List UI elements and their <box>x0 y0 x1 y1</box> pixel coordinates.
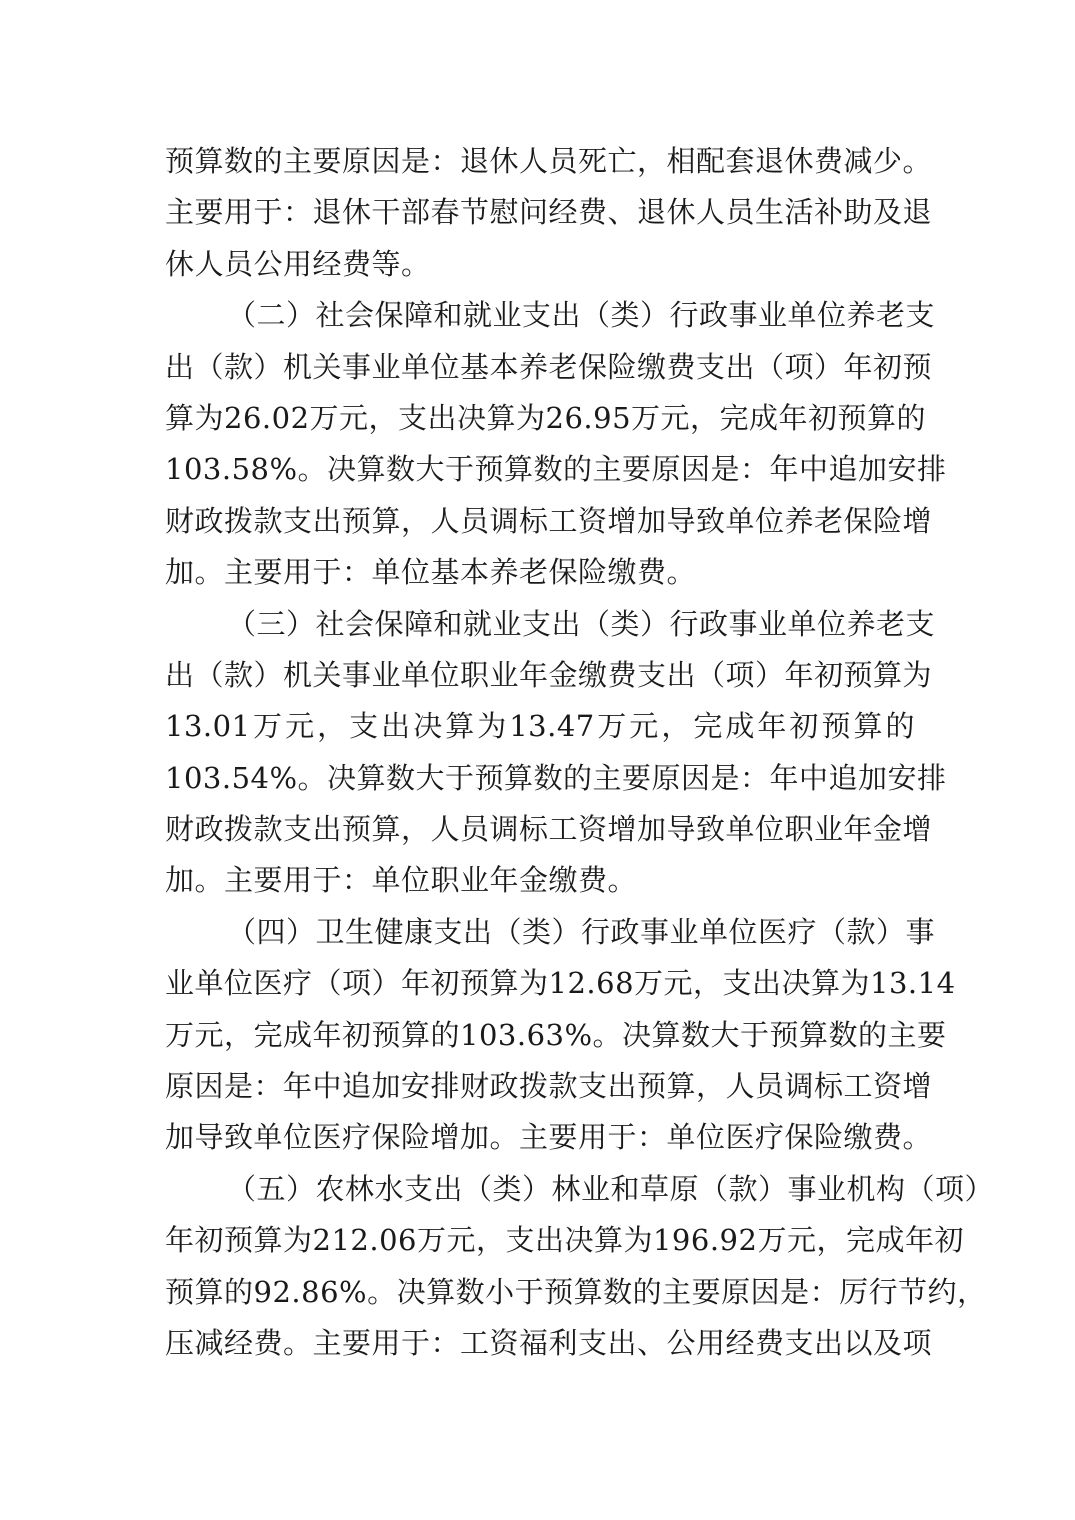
text-line: 休人员公用经费等。 <box>165 246 431 281</box>
text-line: 加导致单位医疗保险增加。主要用于：单位医疗保险缴费。 <box>165 1120 933 1155</box>
paragraph-retirement-continued <box>165 136 933 290</box>
text-line: 预算的92.86%。决算数小于预算数的主要原因是：厉行节约， <box>165 1274 987 1309</box>
text-line: （五）农林水支出（类）林业和草原（款）事业机构（项） <box>227 1171 995 1206</box>
text-line: （二）社会保障和就业支出（类）行政事业单位养老支 <box>227 298 936 333</box>
text-line: 财政拨款支出预算，人员调标工资增加导致单位职业年金增 <box>165 812 933 847</box>
text-line: 年初预算为212.06万元，支出决算为196.92万元，完成年初 <box>165 1223 964 1258</box>
text-line: 压减经费。主要用于：工资福利支出、公用经费支出以及项 <box>165 1325 933 1360</box>
text-line: 万元，完成年初预算的103.63%。决算数大于预算数的主要 <box>165 1017 947 1052</box>
text-line: 加。主要用于：单位基本养老保险缴费。 <box>165 555 697 590</box>
text-line: 出（款）机关事业单位职业年金缴费支出（项）年初预算为 <box>165 657 933 692</box>
text-line: 103.54%。决算数大于预算数的主要原因是：年中追加安排 <box>165 760 947 795</box>
text-line: 出（款）机关事业单位基本养老保险缴费支出（项）年初预 <box>165 349 933 384</box>
paragraph-section-4 <box>165 907 956 1164</box>
document-body <box>165 136 995 1369</box>
paragraph-section-2 <box>165 290 947 598</box>
text-line: 加。主要用于：单位职业年金缴费。 <box>165 863 638 898</box>
text-line: 原因是：年中追加安排财政拨款支出预算，人员调标工资增 <box>165 1069 933 1104</box>
text-line: 预算数的主要原因是：退休人员死亡，相配套退休费减少。 <box>165 144 933 178</box>
text-line: 主要用于：退休干部春节慰问经费、退休人员生活补助及退 <box>165 195 933 230</box>
text-line: 13.01万元，支出决算为13.47万元，完成年初预算的 <box>165 709 915 744</box>
paragraph-section-3 <box>165 599 947 907</box>
text-line: 财政拨款支出预算，人员调标工资增加导致单位养老保险增 <box>165 503 933 538</box>
text-line: （四）卫生健康支出（类）行政事业单位医疗（款）事 <box>227 914 936 949</box>
text-line: 业单位医疗（项）年初预算为12.68万元，支出决算为13.14 <box>165 966 956 1001</box>
text-line: 103.58%。决算数大于预算数的主要原因是：年中追加安排 <box>165 452 947 487</box>
paragraph-section-5 <box>165 1164 995 1370</box>
text-line: 算为26.02万元，支出决算为26.95万元，完成年初预算的 <box>165 400 927 435</box>
text-line: （三）社会保障和就业支出（类）行政事业单位养老支 <box>227 606 936 641</box>
